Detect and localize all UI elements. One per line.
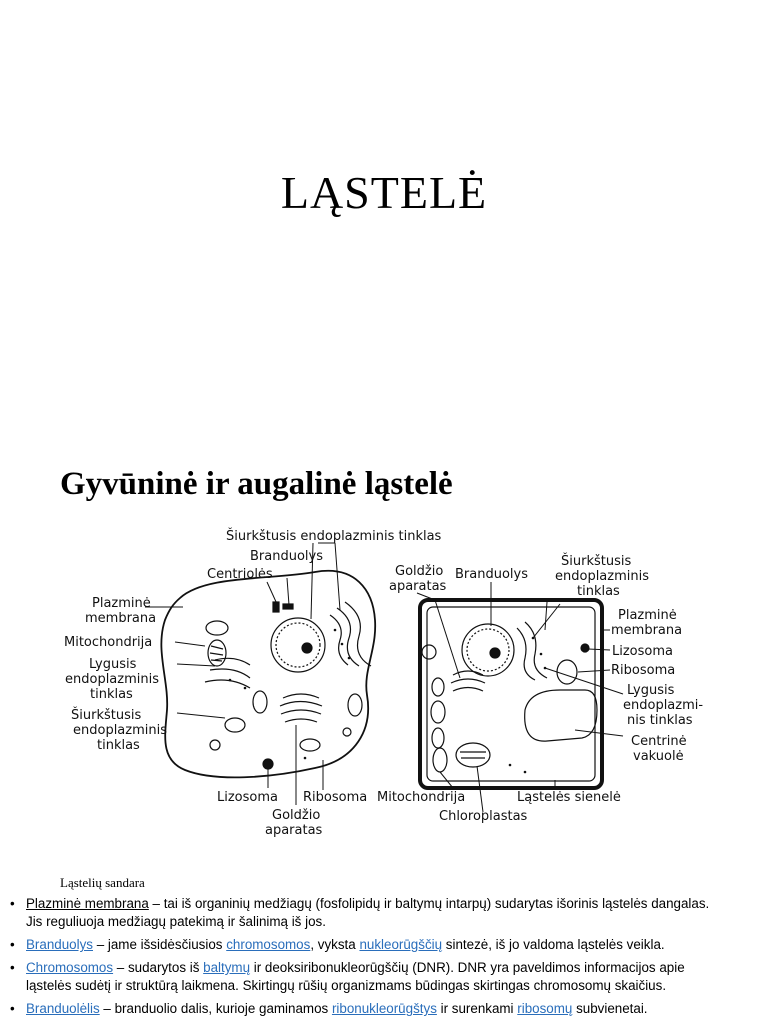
label-animal-rough-er-1: Šiurkštusis — [71, 708, 142, 723]
plant-cell — [420, 600, 602, 788]
label-animal-golgi-1: Goldžio — [272, 808, 321, 823]
definition-text: – branduolio dalis, kurioje gaminamos — [99, 1001, 332, 1016]
label-plant-golgi-1: Goldžio — [395, 564, 444, 579]
definitions-list — [8, 895, 728, 1023]
label-plant-smooth-er-3: nis tinklas — [627, 713, 693, 728]
definition-text: , vyksta — [310, 937, 360, 952]
label-plant-rough-er-3: tinklas — [577, 584, 620, 599]
diagram-caption: Ląstelių sandara — [60, 875, 145, 890]
plant-lysosome — [581, 644, 589, 652]
animal-nucleus — [271, 618, 325, 672]
label-plant-cell-wall: Ląstelės sienelė — [517, 790, 621, 805]
label-plant-lysosome: Lizosoma — [612, 644, 673, 659]
label-animal-membrane-2: membrana — [85, 611, 157, 626]
label-plant-golgi-2: aparatas — [389, 579, 447, 594]
definition-text: – sudarytos iš — [113, 960, 204, 975]
animal-golgi — [280, 694, 322, 722]
link-nucleolus[interactable]: Branduolėlis — [26, 1001, 100, 1016]
link-ribosomes[interactable]: ribosomų — [517, 1001, 573, 1016]
definition-text: subvienetai. — [572, 1001, 648, 1016]
label-animal-centrioles: Centriolės — [207, 567, 273, 582]
animal-mitochondrion — [206, 621, 228, 635]
label-animal-lysosome: Lizosoma — [217, 790, 278, 805]
link-chromosomes[interactable]: chromosomos — [226, 937, 311, 952]
animal-nucleolus — [302, 643, 312, 653]
term-plasma-membrane[interactable]: Plazminė membrana — [26, 896, 149, 911]
definition-text: – jame išsidėsčiusios — [93, 937, 227, 952]
label-plant-smooth-er-2: endoplazmi- — [623, 698, 704, 713]
label-animal-mitochondria: Mitochondrija — [64, 635, 153, 650]
label-plant-vacuole-1: Centrinė — [631, 734, 687, 749]
list-item — [8, 936, 728, 954]
plant-nucleolus — [490, 648, 500, 658]
bullet-icon: • — [10, 1001, 15, 1016]
plant-mitochondrion — [433, 748, 447, 772]
animal-cell — [161, 571, 375, 778]
page-title: LĄSTELĖ — [280, 167, 488, 218]
link-chromosomes-term[interactable]: Chromosomos — [26, 960, 114, 975]
label-animal-smooth-er-1: Lygusis — [89, 657, 137, 672]
plant-nucleus — [462, 624, 514, 676]
label-plant-chloroplast: Chloroplastas — [439, 809, 528, 824]
label-plant-nucleus: Branduolys — [455, 567, 528, 582]
label-plant-rough-er-2: endoplazminis — [555, 569, 649, 584]
label-plant-membrane-2: membrana — [611, 623, 683, 638]
definition-text: – tai iš organinių medžiagų (fosfolipidų ir baltymų intarpų) sudarytas išorinis ląstelės dangalas. Jis reguliuoja medžiagų patekimą ir šalinimą iš jos. — [26, 896, 710, 929]
label-animal-golgi-2: aparatas — [265, 823, 323, 838]
definition-text: ir surenkami — [436, 1001, 518, 1016]
plant-chloroplast — [456, 743, 490, 767]
bullet-icon: • — [10, 960, 15, 975]
link-nucleus[interactable]: Branduolys — [26, 937, 93, 952]
link-ribonucleic-acids[interactable]: ribonukleorūgštys — [331, 1001, 437, 1016]
link-nucleic-acids[interactable]: nukleorūgščių — [359, 937, 443, 952]
list-item — [8, 895, 728, 931]
label-animal-smooth-er-2: endoplazminis — [65, 672, 159, 687]
label-plant-vacuole-2: vakuolė — [633, 749, 684, 764]
label-plant-mitochondria: Mitochondrija — [377, 790, 466, 805]
definition-text: ir deoksiribonukleorūgščių (DNR). DNR yra paveldimos informacijos apie ląstelės sudėtį ir struktūrą laikmena. Skirtingų rūšių organizmams būdingas skirtingas chromosomų skaičius. — [26, 960, 685, 993]
list-item — [8, 959, 728, 995]
definition-text: sintezė, iš jo valdoma ląstelės veikla. — [442, 937, 665, 952]
label-plant-ribosome: Ribosoma — [611, 663, 676, 678]
list-item — [8, 1000, 728, 1018]
bullet-icon: • — [10, 937, 15, 952]
label-animal-membrane-1: Plazminė — [92, 596, 151, 611]
label-animal-nucleus: Branduolys — [250, 549, 323, 564]
label-plant-smooth-er-1: Lygusis — [627, 683, 675, 698]
animal-cell-membrane — [161, 571, 375, 778]
cell-diagram — [55, 520, 720, 850]
section-heading: Gyvūninė ir augalinė ląstelė — [60, 466, 453, 502]
label-animal-smooth-er-3: tinklas — [90, 687, 133, 702]
bullet-icon: • — [10, 896, 15, 911]
link-proteins[interactable]: baltymų — [203, 960, 251, 975]
plant-vacuole — [525, 690, 597, 741]
label-animal-ribosome: Ribosoma — [303, 790, 368, 805]
label-plant-membrane-1: Plazminė — [618, 608, 677, 623]
label-plant-rough-er-1: Šiurkštusis — [561, 554, 632, 569]
label-animal-rough-er-2: endoplazminis — [73, 723, 167, 738]
plant-golgi — [451, 671, 485, 691]
label-rough-er-top: Šiurkštusis endoplazminis tinklas — [226, 529, 442, 544]
animal-lysosome — [263, 759, 273, 769]
label-animal-rough-er-3: tinklas — [97, 738, 140, 753]
